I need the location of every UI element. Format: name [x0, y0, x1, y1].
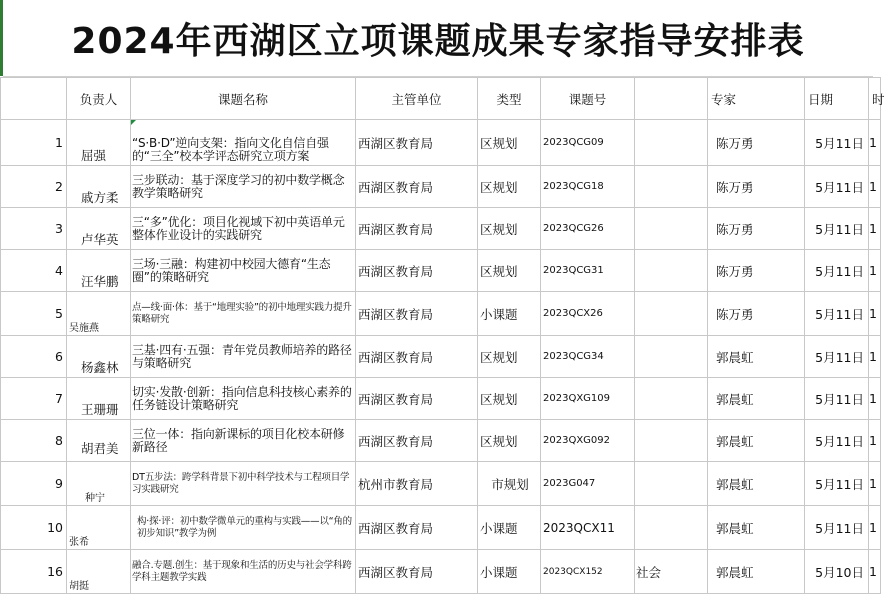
header-expert[interactable]: 专家 [708, 78, 805, 120]
cell-index[interactable]: 3 [1, 208, 67, 250]
cell-expert[interactable]: 陈万勇 [708, 166, 805, 208]
leader-name: 王珊珊 [81, 402, 119, 417]
leader-name: 胡挺 [69, 581, 89, 592]
cell-leader[interactable] [67, 378, 131, 420]
table-row [1, 208, 881, 250]
table-row [1, 378, 881, 420]
leader-name: 杨鑫林 [81, 360, 119, 375]
cell-code[interactable]: 2023QCG31 [541, 250, 635, 292]
cell-extra[interactable] [635, 420, 708, 462]
cell-extra[interactable] [635, 378, 708, 420]
cell-index[interactable]: 2 [1, 166, 67, 208]
cell-code[interactable]: 2023QXG092 [541, 420, 635, 462]
cell-index[interactable]: 10 [1, 506, 67, 550]
cell-code[interactable]: 2023QCG26 [541, 208, 635, 250]
cell-topic[interactable]: 三步联动：基于深度学习的初中数学概念教学策略研究 [131, 166, 356, 208]
cell-leader[interactable] [67, 250, 131, 292]
cell-topic[interactable]: DT五步法：跨学科背景下初中科学技术与工程项目学习实践研究 [131, 462, 356, 506]
cell-org[interactable]: 西湖区教育局 [356, 336, 478, 378]
cell-topic[interactable]: 三场·三融：构建初中校园大德育“生态圈”的策略研究 [131, 250, 356, 292]
schedule-table [0, 77, 885, 594]
header-type[interactable]: 类型 [478, 78, 541, 120]
cell-leader[interactable] [67, 166, 131, 208]
leader-name: 汪华鹏 [81, 274, 119, 289]
cell-code[interactable]: 2023QXG109 [541, 378, 635, 420]
cell-index[interactable]: 16 [1, 550, 67, 594]
cell-leader[interactable] [67, 506, 131, 550]
cell-type[interactable]: 市规划 [478, 462, 541, 506]
cell-type[interactable]: 小课题 [478, 292, 541, 336]
cell-code[interactable]: 2023QCX152 [541, 550, 635, 594]
cell-index[interactable]: 7 [1, 378, 67, 420]
leader-name: 吴施燕 [69, 323, 99, 334]
cell-topic[interactable] [131, 120, 356, 166]
cell-code[interactable]: 2023QCG09 [541, 120, 635, 166]
cell-cut[interactable]: 1 [869, 250, 881, 292]
cell-index[interactable]: 9 [1, 462, 67, 506]
cell-code[interactable]: 2023QCG34 [541, 336, 635, 378]
cell-cut[interactable]: 1 [869, 462, 881, 506]
cell-extra[interactable] [635, 506, 708, 550]
cell-date[interactable]: 5月11日 [805, 506, 869, 550]
cell-org[interactable]: 西湖区教育局 [356, 166, 478, 208]
cell-date[interactable]: 5月11日 [805, 420, 869, 462]
cell-date[interactable]: 5月11日 [805, 208, 869, 250]
cell-expert[interactable]: 郭晨虹 [708, 420, 805, 462]
cell-type[interactable]: 小课题 [478, 550, 541, 594]
cell-code[interactable]: 2023QCG18 [541, 166, 635, 208]
header-index[interactable] [1, 78, 67, 120]
cell-org[interactable]: 西湖区教育局 [356, 420, 478, 462]
cell-date[interactable]: 5月11日 [805, 120, 869, 166]
cell-type[interactable]: 区规划 [478, 166, 541, 208]
cell-code[interactable]: 2023QCX26 [541, 292, 635, 336]
cell-extra[interactable] [635, 462, 708, 506]
table-row [1, 336, 881, 378]
leader-name: 胡君美 [81, 440, 119, 456]
cell-date[interactable]: 5月11日 [805, 378, 869, 420]
cell-leader[interactable] [67, 336, 131, 378]
cell-type[interactable]: 区规划 [478, 208, 541, 250]
comment-indicator-icon [131, 120, 136, 125]
topic-text: “S·B·D”逆向支架：指向文化自信自强的“三全”校本学评态研究立项方案 [132, 136, 329, 163]
table-row [1, 550, 881, 594]
cell-index[interactable]: 4 [1, 250, 67, 292]
cell-cut[interactable]: 1 [869, 550, 881, 594]
cell-type[interactable]: 区规划 [478, 120, 541, 166]
cell-leader[interactable] [67, 550, 131, 594]
cell-type[interactable]: 小课题 [478, 506, 541, 550]
cell-cut[interactable]: 1 [869, 506, 881, 550]
header-code[interactable]: 课题号 [541, 78, 635, 120]
cell-type[interactable]: 区规划 [478, 250, 541, 292]
cell-expert[interactable]: 郭晨虹 [708, 462, 805, 506]
cell-org[interactable]: 西湖区教育局 [356, 292, 478, 336]
cell-topic[interactable]: 三基·四有·五强：青年党员教师培养的路径与策略研究 [131, 336, 356, 378]
header-leader[interactable]: 负责人 [67, 78, 131, 120]
cell-topic[interactable]: 三位一体：指向新课标的项目化校本研修新路径 [131, 420, 356, 462]
cell-date[interactable]: 5月11日 [805, 336, 869, 378]
table-row [1, 420, 881, 462]
cell-index[interactable]: 5 [1, 292, 67, 336]
cell-type[interactable]: 区规划 [478, 336, 541, 378]
cell-cut[interactable]: 1 [869, 292, 881, 336]
table-row [1, 462, 881, 506]
cell-index[interactable]: 6 [1, 336, 67, 378]
cell-date[interactable]: 5月10日 [805, 550, 869, 594]
header-org[interactable]: 主管单位 [356, 78, 478, 120]
cell-code[interactable]: 2023G047 [541, 462, 635, 506]
leader-name: 屈强 [81, 148, 107, 163]
cell-extra[interactable] [635, 208, 708, 250]
cell-code[interactable]: 2023QCX11 [541, 506, 635, 550]
cell-extra[interactable] [635, 250, 708, 292]
header-cut[interactable]: 时 [869, 78, 881, 120]
cell-org[interactable]: 杭州市教育局 [356, 462, 478, 506]
cell-org[interactable]: 西湖区教育局 [356, 550, 478, 594]
cell-cut[interactable]: 1 [869, 420, 881, 462]
leader-name: 卢华英 [81, 232, 119, 247]
cell-expert[interactable]: 陈万勇 [708, 250, 805, 292]
cell-topic[interactable]: 构·探·评：初中数学微单元的重构与实践——以“角的初步知识”教学为例 [131, 506, 356, 550]
table-row [1, 166, 881, 208]
cell-expert[interactable]: 郭晨虹 [708, 378, 805, 420]
cell-org[interactable]: 西湖区教育局 [356, 208, 478, 250]
cell-topic[interactable]: 三“多”优化：项目化视域下初中英语单元整体作业设计的实践研究 [131, 208, 356, 250]
cell-extra[interactable] [635, 292, 708, 336]
table-row [1, 506, 881, 550]
cell-type[interactable]: 区规划 [478, 420, 541, 462]
cell-index[interactable]: 8 [1, 420, 67, 462]
cell-org[interactable]: 西湖区教育局 [356, 378, 478, 420]
leader-name: 种宁 [85, 493, 105, 504]
cell-expert[interactable]: 郭晨虹 [708, 506, 805, 550]
cell-cut[interactable]: 1 [869, 336, 881, 378]
header-extra[interactable] [635, 78, 708, 120]
leader-name: 张希 [69, 537, 89, 548]
cell-date[interactable]: 5月11日 [805, 292, 869, 336]
cell-cut[interactable]: 1 [869, 166, 881, 208]
header-topic[interactable]: 课题名称 [131, 78, 356, 120]
leader-name: 戚方柔 [81, 190, 119, 205]
cell-leader[interactable] [67, 292, 131, 336]
table-row [1, 120, 881, 166]
cell-extra[interactable] [635, 166, 708, 208]
cell-cut[interactable]: 1 [869, 120, 881, 166]
cell-leader[interactable] [67, 208, 131, 250]
sheet-title[interactable]: 2024年西湖区立项课题成果专家指导安排表 [3, 0, 873, 77]
header-date[interactable]: 日期 [805, 78, 869, 120]
cell-leader[interactable] [67, 120, 131, 166]
cell-expert[interactable]: 郭晨虹 [708, 550, 805, 594]
cell-org[interactable]: 西湖区教育局 [356, 250, 478, 292]
cell-expert[interactable]: 陈万勇 [708, 208, 805, 250]
cell-cut[interactable]: 1 [869, 208, 881, 250]
table-row [1, 250, 881, 292]
cell-date[interactable]: 5月11日 [805, 462, 869, 506]
cell-extra[interactable]: 社会 [635, 550, 708, 594]
header-row [1, 78, 881, 120]
cell-org[interactable]: 西湖区教育局 [356, 506, 478, 550]
cell-org[interactable]: 西湖区教育局 [356, 120, 478, 166]
cell-date[interactable]: 5月11日 [805, 250, 869, 292]
cell-topic[interactable]: 融合.专题.创生：基于现象和生活的历史与社会学科跨学科主题教学实践 [131, 550, 356, 594]
cell-date[interactable]: 5月11日 [805, 166, 869, 208]
cell-topic[interactable]: 点—线·面·体：基于“地理实验”的初中地理实践力提升策略研究 [131, 292, 356, 336]
cell-cut[interactable]: 1 [869, 378, 881, 420]
cell-index[interactable]: 1 [1, 120, 67, 166]
cell-leader[interactable] [67, 420, 131, 462]
cell-extra[interactable] [635, 336, 708, 378]
cell-expert[interactable]: 陈万勇 [708, 292, 805, 336]
cell-type[interactable]: 区规划 [478, 378, 541, 420]
cell-expert[interactable]: 陈万勇 [708, 120, 805, 166]
cell-topic[interactable]: 切实·发散·创新：指向信息科技核心素养的任务链设计策略研究 [131, 378, 356, 420]
table-row [1, 292, 881, 336]
cell-expert[interactable]: 郭晨虹 [708, 336, 805, 378]
cell-leader[interactable] [67, 462, 131, 506]
cell-extra[interactable] [635, 120, 708, 166]
